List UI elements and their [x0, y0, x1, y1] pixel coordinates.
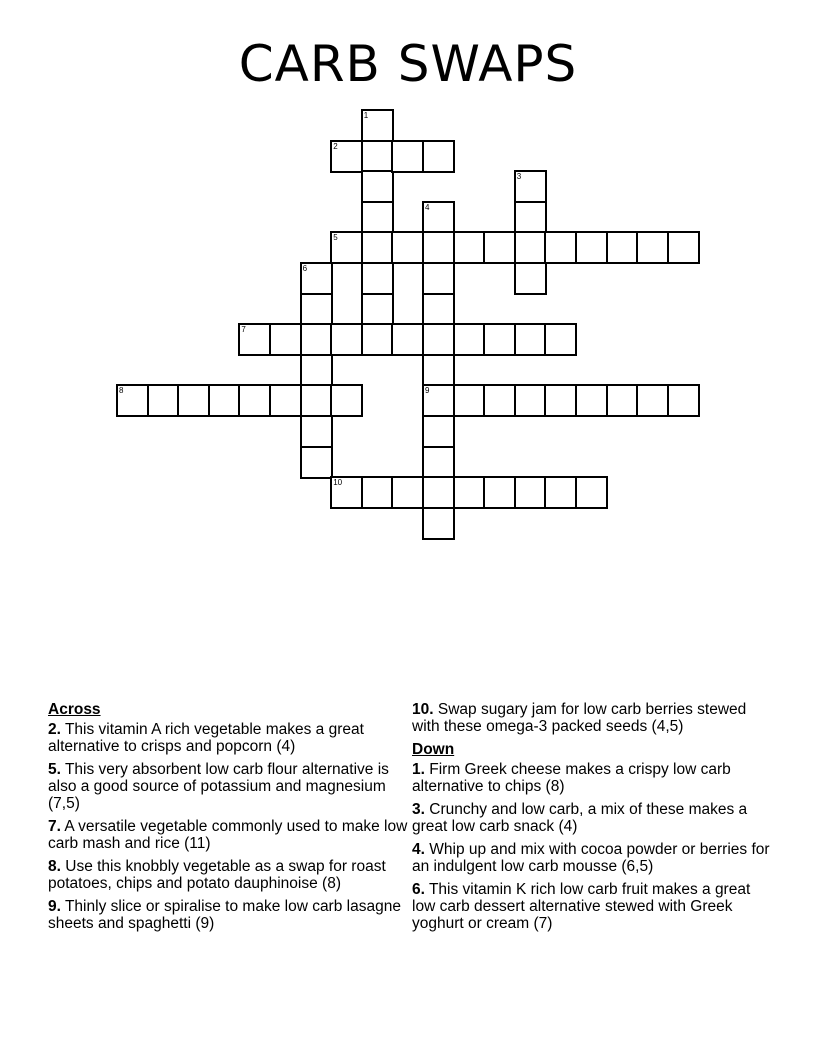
grid-cell[interactable]	[361, 140, 394, 173]
grid-cell[interactable]	[361, 293, 394, 326]
grid-cell[interactable]	[453, 323, 486, 356]
cell-number: 9	[425, 386, 430, 396]
cell-number: 10	[333, 478, 343, 488]
clue-number: 5.	[48, 761, 61, 778]
cell-number: 6	[302, 264, 308, 273]
clue-number: 2.	[48, 721, 61, 738]
cell-number: 5	[333, 233, 338, 243]
grid-cell[interactable]	[422, 476, 455, 509]
puzzle-title: CARB SWAPS	[238, 35, 578, 93]
cell-number: 4	[425, 202, 430, 212]
grid-cell[interactable]	[238, 323, 271, 356]
grid-cell[interactable]	[667, 231, 700, 264]
cell-number: 2	[333, 141, 338, 151]
grid-cell[interactable]	[361, 323, 394, 356]
clue-number: 4.	[412, 841, 425, 858]
grid-cell[interactable]	[514, 231, 547, 264]
grid-cell[interactable]	[300, 384, 333, 417]
grid-cell[interactable]	[330, 323, 363, 356]
across-clue	[412, 701, 772, 735]
grid-cell[interactable]	[636, 231, 669, 264]
across-heading: Across	[48, 701, 101, 718]
cell-number: 3	[516, 172, 522, 182]
clue-text: Use this knobbly vegetable as a swap for roast potatoes, chips and potato dauphinoise (8)	[48, 858, 386, 892]
grid-cell[interactable]	[514, 170, 547, 203]
down-clue	[412, 761, 772, 795]
cell-number: 7	[241, 325, 246, 335]
grid-cell[interactable]	[453, 384, 486, 417]
grid-cell[interactable]	[514, 323, 547, 356]
clue-text: Firm Greek cheese makes a crispy low carb alternative to chips (8)	[412, 761, 731, 795]
grid-cell[interactable]	[575, 476, 608, 509]
grid-cell[interactable]	[422, 384, 455, 417]
clue-number: 7.	[48, 818, 61, 835]
clues-column-right	[412, 701, 772, 938]
grid-cell[interactable]	[300, 293, 333, 326]
grid-cell[interactable]	[514, 384, 547, 417]
grid-cell[interactable]	[330, 140, 363, 173]
clue-text: This vitamin K rich low carb fruit makes a great low carb dessert alternative stewed with Greek yoghurt or cream (7)	[412, 881, 751, 932]
grid-cell[interactable]	[453, 476, 486, 509]
grid-cell[interactable]	[544, 323, 577, 356]
clue-number: 9.	[48, 898, 61, 915]
grid-cell[interactable]	[483, 231, 516, 264]
grid-cell[interactable]	[330, 231, 363, 264]
grid-cell[interactable]	[300, 415, 333, 448]
down-clue	[412, 881, 772, 932]
grid-cell[interactable]	[300, 446, 333, 479]
grid-cell[interactable]	[422, 507, 455, 540]
grid-cell[interactable]	[147, 384, 180, 417]
cell-number: 8	[119, 386, 124, 396]
grid-cell[interactable]	[208, 384, 241, 417]
across-clue	[48, 818, 408, 852]
clue-number: 1.	[412, 761, 425, 778]
grid-cell[interactable]	[330, 476, 363, 509]
across-clue	[48, 858, 408, 892]
grid-cell[interactable]	[422, 415, 455, 448]
across-clue	[48, 761, 408, 812]
grid-cell[interactable]	[544, 231, 577, 264]
grid-cell[interactable]	[606, 231, 639, 264]
grid-cell[interactable]	[238, 384, 271, 417]
grid-cell[interactable]	[544, 476, 577, 509]
grid-cell[interactable]	[483, 384, 516, 417]
grid-cell[interactable]	[391, 476, 424, 509]
grid-cell[interactable]	[483, 476, 516, 509]
grid-cell[interactable]	[606, 384, 639, 417]
clue-text: Crunchy and low carb, a mix of these makes a great low carb snack (4)	[412, 801, 748, 835]
grid-cell[interactable]	[361, 231, 394, 264]
across-clue	[48, 721, 408, 755]
clue-text: Swap sugary jam for low carb berries stewed with these omega-3 packed seeds (4,5)	[412, 701, 747, 735]
grid-cell[interactable]	[361, 201, 394, 234]
grid-cell[interactable]	[667, 384, 700, 417]
grid-cell[interactable]	[391, 140, 424, 173]
grid-cell[interactable]	[300, 262, 333, 295]
grid-cell[interactable]	[422, 323, 455, 356]
clue-number: 6.	[412, 881, 425, 898]
grid-cell[interactable]	[116, 384, 149, 417]
grid-cell[interactable]	[361, 109, 394, 142]
clue-number: 8.	[48, 858, 61, 875]
grid-cell[interactable]	[361, 476, 394, 509]
grid-cell[interactable]	[391, 231, 424, 264]
grid-cell[interactable]	[269, 323, 302, 356]
grid-cell[interactable]	[453, 231, 486, 264]
down-clue	[412, 841, 772, 875]
grid-cell[interactable]	[422, 201, 455, 234]
grid-cell[interactable]	[514, 262, 547, 295]
clue-text: Thinly slice or spiralise to make low carb lasagne sheets and spaghetti (9)	[48, 898, 401, 932]
clue-text: This vitamin A rich vegetable makes a great alternative to crisps and popcorn (4)	[48, 721, 364, 755]
clue-number: 10.	[412, 701, 434, 718]
grid-cell[interactable]	[422, 262, 455, 295]
cell-number: 1	[363, 111, 369, 120]
down-heading: Down	[412, 741, 455, 758]
grid-cell[interactable]	[361, 170, 394, 203]
grid-cell[interactable]	[300, 354, 333, 387]
grid-cell[interactable]	[575, 231, 608, 264]
grid-cell[interactable]	[300, 323, 333, 356]
grid-cell[interactable]	[422, 354, 455, 387]
grid-cell[interactable]	[391, 323, 424, 356]
grid-cell[interactable]	[269, 384, 302, 417]
grid-cell[interactable]	[422, 293, 455, 326]
clues-column-left	[48, 701, 408, 938]
clue-text: Whip up and mix with cocoa powder or berries for an indulgent low carb mousse (6,5)	[412, 841, 770, 875]
grid-cell[interactable]	[361, 262, 394, 295]
grid-cell[interactable]	[422, 446, 455, 479]
grid-cell[interactable]	[544, 384, 577, 417]
grid-cell[interactable]	[483, 323, 516, 356]
grid-cell[interactable]	[514, 476, 547, 509]
down-clue	[412, 801, 772, 835]
grid-cell[interactable]	[330, 384, 363, 417]
across-clue	[48, 898, 408, 932]
grid-cell[interactable]	[422, 231, 455, 264]
grid-cell[interactable]	[177, 384, 210, 417]
clue-number: 3.	[412, 801, 425, 818]
grid-cell[interactable]	[575, 384, 608, 417]
clue-text: This very absorbent low carb flour alternative is also a good source of potassium and magnesium (7,5)	[48, 761, 389, 812]
grid-cell[interactable]	[636, 384, 669, 417]
grid-cell[interactable]	[514, 201, 547, 234]
clue-text: A versatile vegetable commonly used to make low carb mash and rice (11)	[48, 818, 408, 852]
grid-cell[interactable]	[422, 140, 455, 173]
